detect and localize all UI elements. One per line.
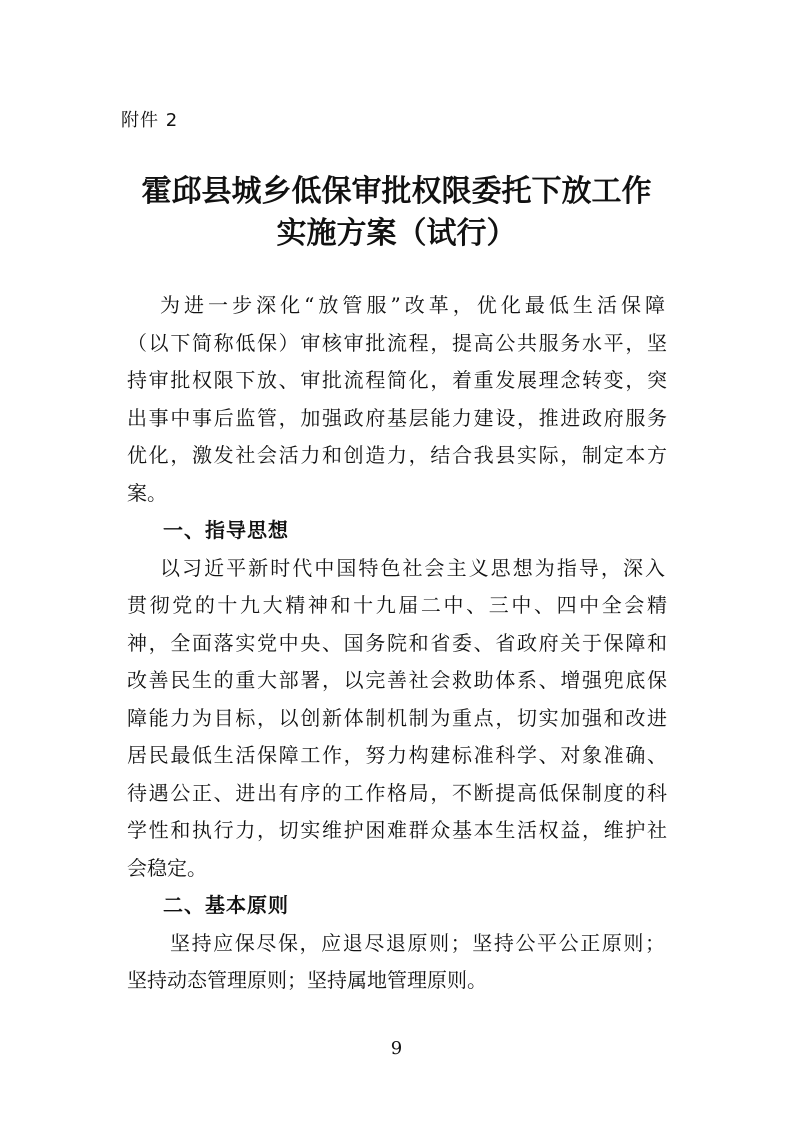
document-title-line-1: 霍邱县城乡低保审批权限委托下放工作: [141, 174, 652, 209]
attachment-label: 附件 2: [121, 110, 179, 131]
section1-line: 居民最低生活保障工作，努力构建标准科学、对象准确、: [127, 743, 667, 767]
section1-line: 待遇公正、进出有序的工作格局，不断提高低保制度的科: [127, 780, 667, 805]
section1-line: 改善民生的重大部署，以完善社会救助体系、增强兜底保: [127, 668, 667, 692]
section1-line: 以习近平新时代中国特色社会主义思想为指导，深入: [160, 555, 665, 580]
section1-line: 贯彻党的十九大精神和十九届二中、三中、四中全会精: [127, 593, 667, 617]
section2-line: 坚持动态管理原则；坚持属地管理原则。: [127, 968, 487, 992]
section1-line: 神，全面落实党中央、国务院和省委、省政府关于保障和: [127, 630, 667, 655]
section2-line: 坚持应保尽保，应退尽退原则；坚持公平公正原则；: [170, 930, 665, 955]
intro-line: 优化，激发社会活力和创造力，结合我县实际，制定本方: [127, 443, 667, 467]
intro-line: 出事中事后监管，加强政府基层能力建设，推进政府服务: [127, 405, 667, 430]
section1-line: 学性和执行力，切实维护困难群众基本生活权益，维护社: [127, 818, 667, 842]
section-heading-guiding-thought: 一、指导思想: [163, 518, 289, 542]
intro-line: 为进一步深化“放管服”改革，优化最低生活保障: [160, 293, 665, 317]
intro-line: 案。: [127, 480, 167, 505]
section1-line: 障能力为目标，以创新体制机制为重点，切实加强和改进: [127, 705, 667, 730]
section-heading-basic-principles: 二、基本原则: [163, 893, 289, 917]
intro-line: （以下简称低保）审核审批流程，提高公共服务水平，坚: [127, 330, 667, 355]
document-title-line-2: 实施方案（试行）: [276, 216, 517, 251]
intro-line: 持审批权限下放、审批流程简化，着重发展理念转变，突: [127, 368, 667, 392]
page-number: 9: [390, 1038, 403, 1059]
section1-line: 会稳定。: [127, 855, 207, 880]
